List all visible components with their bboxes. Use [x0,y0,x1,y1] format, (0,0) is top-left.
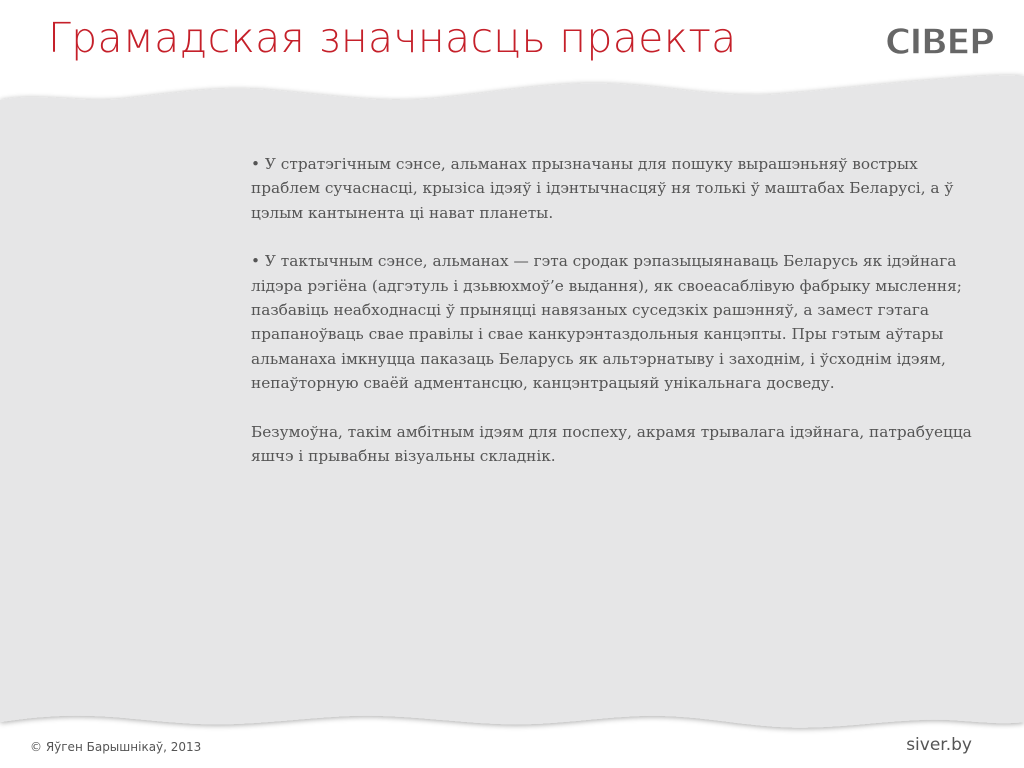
paragraph-strategic: • У стратэгічным сэнсе, альманах прызначаны для пошуку вырашэньняў вострых праблем сучаснасці, крызіса ідэяў і ідэнтычнасцяў ня толькі ў маштабах Беларусі, а ў цэлым кантынента ці нават планеты. [251,155,954,222]
body-text [251,152,986,492]
siver-logo-text: CIBEP [884,22,994,63]
paragraph-visual: Безумоўна, такім амбітным ідэям для поспеху, акрамя трывалага ідэйнага, патрабуецца яшчэ і прывабны візуальны складнік. [251,422,972,466]
slide-title: Грамадская значнасць праекта [48,14,737,62]
footer-site-link[interactable]: siver.by [906,735,972,755]
siver-logo [884,16,994,63]
paragraph-tactical: • У тактычным сэнсе, альманах — гэта сродак рэпазыцыянаваць Беларусь як ідэйнага лідэра рэгіёна (адгэтуль і дзьвюхмоў’е выдання), як своеасаблівую фабрыку мыслення; пазбавіць неабходнасці ў прыняцці навязаных суседзкіх рашэнняў, а замест гэтага прапаноўваць свае правілы і свае канкурэнтаздольныя канцэпты. Пры гэтым аўтары альманаха імкнуцца паказаць Беларусь як альтэрнатыву і заходнім, і ўсходнім ідэям, непаўторную сваёй адментансцю, канцэнтрацыяй унікальнага досведу. [251,252,962,393]
footer-copyright: © Яўген Барышнікаў, 2013 [30,740,202,754]
